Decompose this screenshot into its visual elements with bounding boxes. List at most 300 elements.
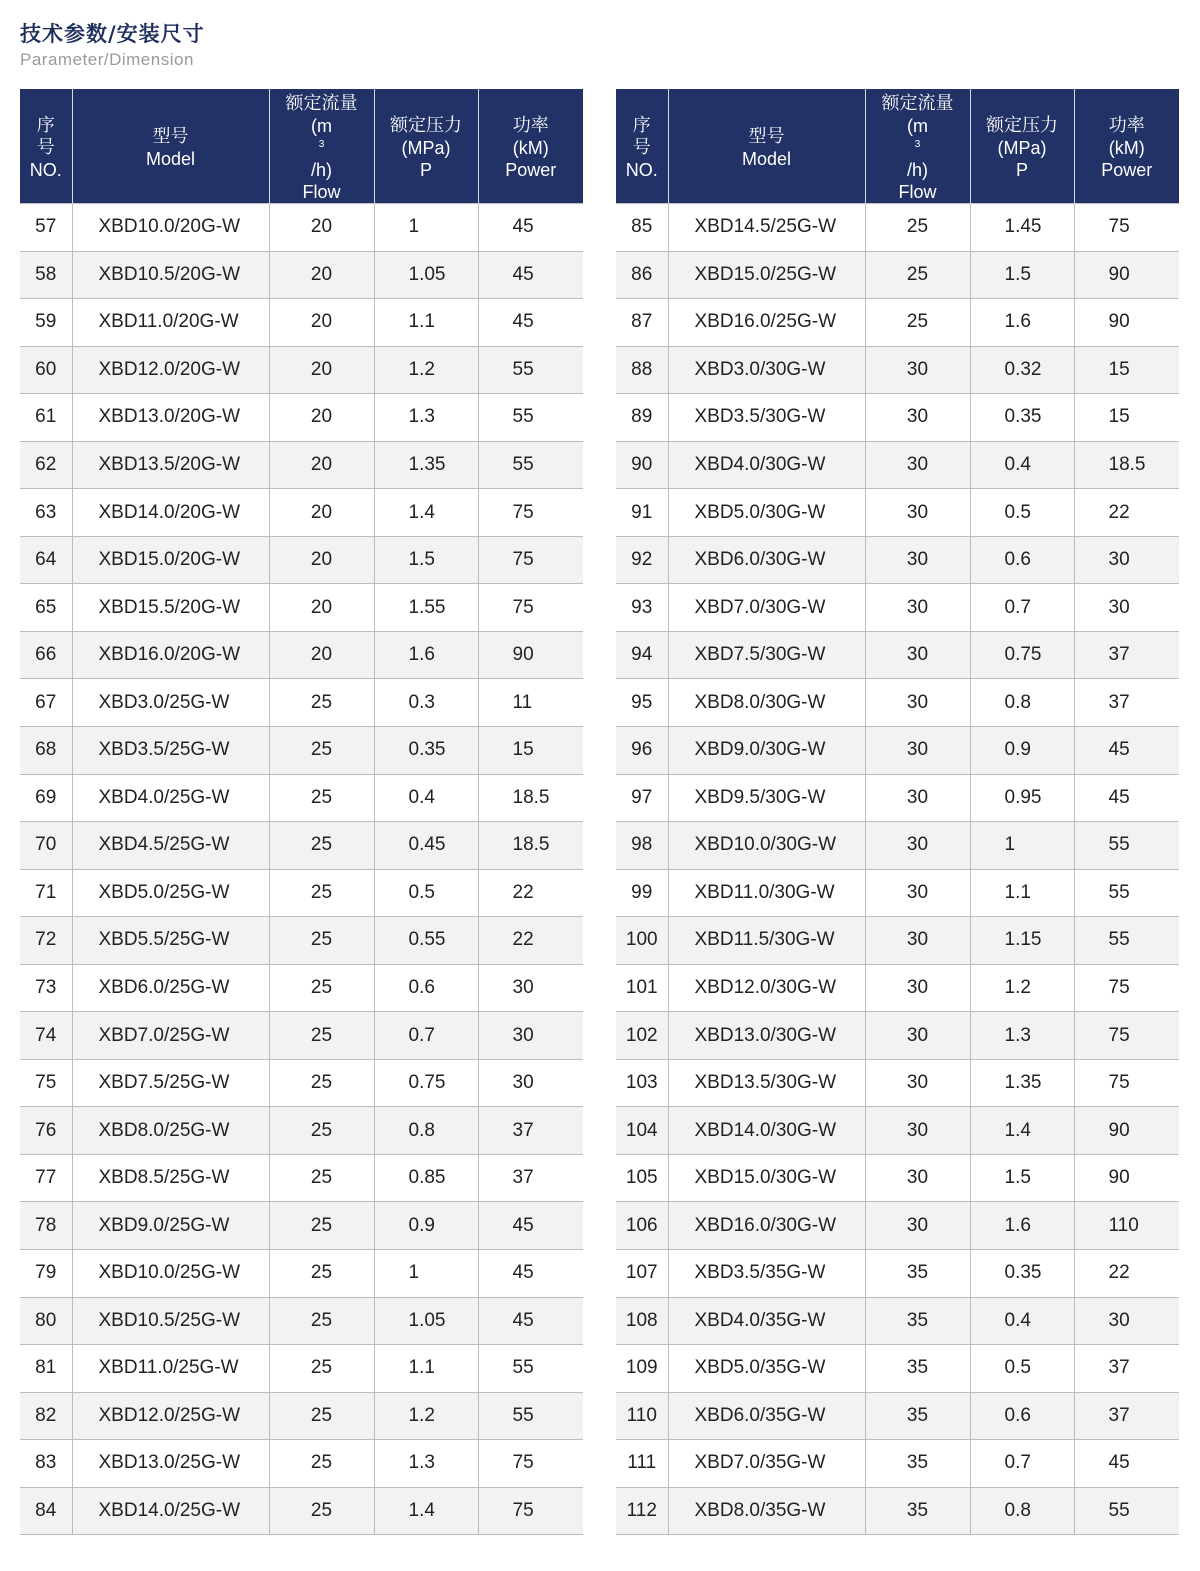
table-row xyxy=(20,822,583,870)
table-row xyxy=(20,631,583,679)
cell-model: XBD9.0/30G-W xyxy=(668,727,865,775)
cell-power: 18.5 xyxy=(478,822,583,870)
cell-flow: 30 xyxy=(865,394,970,442)
table-row xyxy=(616,1250,1179,1298)
cell-model: XBD12.0/25G-W xyxy=(72,1392,269,1440)
cell-pressure: 1.4 xyxy=(374,489,478,537)
cell-no: 110 xyxy=(616,1392,668,1440)
header-pressure: 额定压力 (MPa) P xyxy=(970,89,1074,204)
table-row xyxy=(616,631,1179,679)
cell-pressure: 1.5 xyxy=(970,1154,1074,1202)
header-power: 功率 (kM) Power xyxy=(1074,89,1179,204)
cell-pressure: 0.5 xyxy=(970,489,1074,537)
cell-power: 55 xyxy=(478,346,583,394)
cell-power: 90 xyxy=(478,631,583,679)
cell-power: 45 xyxy=(1074,1440,1179,1488)
cell-power: 45 xyxy=(478,1297,583,1345)
cell-flow: 30 xyxy=(865,1012,970,1060)
cell-model: XBD5.5/25G-W xyxy=(72,917,269,965)
cell-no: 102 xyxy=(616,1012,668,1060)
cell-no: 57 xyxy=(20,204,72,252)
cell-model: XBD3.5/35G-W xyxy=(668,1250,865,1298)
cell-flow: 25 xyxy=(269,1202,374,1250)
cell-pressure: 0.7 xyxy=(970,584,1074,632)
page-title: 技术参数/安装尺寸 xyxy=(20,22,205,46)
cell-pressure: 1.35 xyxy=(374,441,478,489)
cell-model: XBD14.0/25G-W xyxy=(72,1487,269,1535)
cell-pressure: 1.6 xyxy=(374,631,478,679)
cell-flow: 25 xyxy=(269,1487,374,1535)
cell-flow: 25 xyxy=(269,1154,374,1202)
table-row xyxy=(20,394,583,442)
table-body-left xyxy=(20,204,583,1535)
cell-flow: 30 xyxy=(865,631,970,679)
cell-flow: 25 xyxy=(269,679,374,727)
cell-power: 55 xyxy=(1074,917,1179,965)
table-row xyxy=(20,1297,583,1345)
cell-power: 90 xyxy=(1074,1154,1179,1202)
cell-no: 111 xyxy=(616,1440,668,1488)
cell-pressure: 0.85 xyxy=(374,1154,478,1202)
cell-flow: 25 xyxy=(269,1059,374,1107)
table-row xyxy=(616,584,1179,632)
cell-power: 75 xyxy=(1074,1012,1179,1060)
cell-model: XBD3.5/30G-W xyxy=(668,394,865,442)
table-row xyxy=(20,204,583,252)
table-row xyxy=(616,774,1179,822)
table-row xyxy=(20,869,583,917)
cell-pressure: 1.05 xyxy=(374,251,478,299)
cell-flow: 20 xyxy=(269,346,374,394)
cell-no: 98 xyxy=(616,822,668,870)
cell-no: 96 xyxy=(616,727,668,775)
table-row xyxy=(20,1059,583,1107)
cell-pressure: 1 xyxy=(374,204,478,252)
cell-flow: 30 xyxy=(865,1202,970,1250)
cell-no: 58 xyxy=(20,251,72,299)
cell-flow: 35 xyxy=(865,1297,970,1345)
table-row xyxy=(20,346,583,394)
cell-no: 71 xyxy=(20,869,72,917)
cell-power: 75 xyxy=(1074,1059,1179,1107)
cell-flow: 25 xyxy=(269,917,374,965)
cell-no: 74 xyxy=(20,1012,72,1060)
cell-model: XBD12.0/20G-W xyxy=(72,346,269,394)
table-row xyxy=(20,679,583,727)
cell-pressure: 0.4 xyxy=(970,441,1074,489)
cell-power: 75 xyxy=(478,1440,583,1488)
cell-flow: 25 xyxy=(269,1345,374,1393)
cell-pressure: 0.6 xyxy=(970,1392,1074,1440)
table-row xyxy=(616,1487,1179,1535)
cell-power: 15 xyxy=(478,727,583,775)
cell-no: 90 xyxy=(616,441,668,489)
cell-power: 22 xyxy=(478,917,583,965)
cell-model: XBD13.0/25G-W xyxy=(72,1440,269,1488)
cell-model: XBD9.0/25G-W xyxy=(72,1202,269,1250)
cell-power: 30 xyxy=(1074,1297,1179,1345)
cell-flow: 25 xyxy=(269,1012,374,1060)
cell-model: XBD10.0/25G-W xyxy=(72,1250,269,1298)
cell-model: XBD4.0/25G-W xyxy=(72,774,269,822)
cell-no: 89 xyxy=(616,394,668,442)
header-model: 型号 Model xyxy=(72,89,269,204)
cell-power: 37 xyxy=(1074,1392,1179,1440)
table-row xyxy=(20,536,583,584)
cell-no: 105 xyxy=(616,1154,668,1202)
cell-power: 110 xyxy=(1074,1202,1179,1250)
cell-pressure: 0.55 xyxy=(374,917,478,965)
cell-power: 45 xyxy=(478,1250,583,1298)
cell-no: 64 xyxy=(20,536,72,584)
table-row xyxy=(20,1107,583,1155)
cell-flow: 35 xyxy=(865,1345,970,1393)
table-row xyxy=(20,441,583,489)
table-row xyxy=(20,1012,583,1060)
cell-pressure: 0.75 xyxy=(374,1059,478,1107)
cell-no: 92 xyxy=(616,536,668,584)
table-row xyxy=(616,822,1179,870)
cell-flow: 30 xyxy=(865,964,970,1012)
cell-pressure: 0.8 xyxy=(374,1107,478,1155)
cell-flow: 25 xyxy=(269,1297,374,1345)
table-row xyxy=(616,727,1179,775)
cell-flow: 30 xyxy=(865,584,970,632)
table-row xyxy=(616,1059,1179,1107)
cell-flow: 25 xyxy=(269,869,374,917)
cell-flow: 20 xyxy=(269,631,374,679)
cell-power: 18.5 xyxy=(478,774,583,822)
cell-model: XBD6.0/30G-W xyxy=(668,536,865,584)
cell-model: XBD3.0/30G-W xyxy=(668,346,865,394)
cell-flow: 35 xyxy=(865,1250,970,1298)
cell-flow: 25 xyxy=(865,204,970,252)
cell-flow: 35 xyxy=(865,1392,970,1440)
table-row xyxy=(616,441,1179,489)
cell-model: XBD14.5/25G-W xyxy=(668,204,865,252)
cell-power: 90 xyxy=(1074,251,1179,299)
cell-no: 63 xyxy=(20,489,72,537)
cell-pressure: 1.15 xyxy=(970,917,1074,965)
cell-power: 37 xyxy=(478,1154,583,1202)
cell-flow: 20 xyxy=(269,204,374,252)
table-row xyxy=(20,1202,583,1250)
cell-power: 11 xyxy=(478,679,583,727)
cell-flow: 25 xyxy=(269,1250,374,1298)
cell-flow: 30 xyxy=(865,869,970,917)
cell-flow: 30 xyxy=(865,917,970,965)
cell-pressure: 1 xyxy=(374,1250,478,1298)
cell-model: XBD14.0/30G-W xyxy=(668,1107,865,1155)
cell-pressure: 0.4 xyxy=(970,1297,1074,1345)
cell-flow: 20 xyxy=(269,394,374,442)
page-subtitle: Parameter/Dimension xyxy=(20,50,194,69)
cell-pressure: 0.4 xyxy=(374,774,478,822)
cell-flow: 30 xyxy=(865,346,970,394)
table-row xyxy=(616,251,1179,299)
cell-pressure: 1.3 xyxy=(970,1012,1074,1060)
cell-no: 59 xyxy=(20,299,72,347)
cell-pressure: 1.2 xyxy=(970,964,1074,1012)
cell-model: XBD13.5/30G-W xyxy=(668,1059,865,1107)
table-row xyxy=(20,584,583,632)
cell-model: XBD4.0/35G-W xyxy=(668,1297,865,1345)
cell-power: 45 xyxy=(1074,774,1179,822)
table-row xyxy=(616,299,1179,347)
spec-table-right xyxy=(616,89,1179,1535)
cell-flow: 20 xyxy=(269,536,374,584)
cell-pressure: 1.45 xyxy=(970,204,1074,252)
cell-no: 86 xyxy=(616,251,668,299)
cell-model: XBD5.0/30G-W xyxy=(668,489,865,537)
cell-model: XBD16.0/25G-W xyxy=(668,299,865,347)
table-row xyxy=(616,869,1179,917)
cell-pressure: 0.6 xyxy=(970,536,1074,584)
cell-no: 91 xyxy=(616,489,668,537)
cell-model: XBD7.0/25G-W xyxy=(72,1012,269,1060)
cell-pressure: 1.5 xyxy=(374,536,478,584)
cell-flow: 30 xyxy=(865,536,970,584)
cell-no: 62 xyxy=(20,441,72,489)
cell-no: 68 xyxy=(20,727,72,775)
cell-pressure: 0.45 xyxy=(374,822,478,870)
cell-power: 37 xyxy=(1074,1345,1179,1393)
cell-flow: 25 xyxy=(865,251,970,299)
table-row xyxy=(616,1297,1179,1345)
cell-power: 75 xyxy=(478,489,583,537)
cell-power: 15 xyxy=(1074,394,1179,442)
cell-no: 81 xyxy=(20,1345,72,1393)
cell-pressure: 1.1 xyxy=(374,1345,478,1393)
cell-model: XBD4.5/25G-W xyxy=(72,822,269,870)
table-row xyxy=(20,964,583,1012)
cell-power: 30 xyxy=(1074,584,1179,632)
table-row xyxy=(616,394,1179,442)
table-row xyxy=(616,1202,1179,1250)
cell-no: 80 xyxy=(20,1297,72,1345)
cell-power: 55 xyxy=(1074,1487,1179,1535)
cell-no: 75 xyxy=(20,1059,72,1107)
cell-power: 75 xyxy=(1074,964,1179,1012)
cell-model: XBD15.5/20G-W xyxy=(72,584,269,632)
header-flow: 额定流量 (m $^3$ /h) Flow xyxy=(865,89,970,204)
cell-no: 94 xyxy=(616,631,668,679)
cell-model: XBD16.0/30G-W xyxy=(668,1202,865,1250)
header-no: 序 号 NO. xyxy=(20,89,72,204)
table-row xyxy=(616,1107,1179,1155)
table-row xyxy=(20,299,583,347)
cell-model: XBD14.0/20G-W xyxy=(72,489,269,537)
cell-model: XBD8.5/25G-W xyxy=(72,1154,269,1202)
cell-power: 37 xyxy=(478,1107,583,1155)
cell-no: 100 xyxy=(616,917,668,965)
table-header-row xyxy=(616,89,1179,204)
cell-pressure: 0.75 xyxy=(970,631,1074,679)
cell-model: XBD7.0/30G-W xyxy=(668,584,865,632)
cell-power: 30 xyxy=(478,1059,583,1107)
table-body-right xyxy=(616,204,1179,1535)
cell-pressure: 1.4 xyxy=(374,1487,478,1535)
table-row xyxy=(20,727,583,775)
cell-no: 109 xyxy=(616,1345,668,1393)
cell-flow: 20 xyxy=(269,299,374,347)
cell-model: XBD13.0/30G-W xyxy=(668,1012,865,1060)
cell-flow: 30 xyxy=(865,679,970,727)
cell-power: 30 xyxy=(1074,536,1179,584)
table-row xyxy=(616,1154,1179,1202)
cell-no: 78 xyxy=(20,1202,72,1250)
cell-model: XBD10.5/25G-W xyxy=(72,1297,269,1345)
cell-model: XBD16.0/20G-W xyxy=(72,631,269,679)
cell-pressure: 0.9 xyxy=(970,727,1074,775)
cell-no: 112 xyxy=(616,1487,668,1535)
table-row xyxy=(20,1487,583,1535)
cell-no: 88 xyxy=(616,346,668,394)
cell-no: 97 xyxy=(616,774,668,822)
cell-model: XBD11.0/25G-W xyxy=(72,1345,269,1393)
header-flow: 额定流量 (m $^3$ /h) Flow xyxy=(269,89,374,204)
cell-no: 76 xyxy=(20,1107,72,1155)
cell-power: 37 xyxy=(1074,631,1179,679)
cell-power: 22 xyxy=(1074,489,1179,537)
cell-no: 83 xyxy=(20,1440,72,1488)
cell-model: XBD10.0/30G-W xyxy=(668,822,865,870)
cell-no: 70 xyxy=(20,822,72,870)
cell-flow: 25 xyxy=(269,774,374,822)
cell-model: XBD4.0/30G-W xyxy=(668,441,865,489)
table-row xyxy=(20,1440,583,1488)
cell-no: 61 xyxy=(20,394,72,442)
cell-flow: 30 xyxy=(865,822,970,870)
table-row xyxy=(616,489,1179,537)
cell-flow: 30 xyxy=(865,1107,970,1155)
cell-power: 22 xyxy=(1074,1250,1179,1298)
table-row xyxy=(616,1345,1179,1393)
cell-pressure: 0.3 xyxy=(374,679,478,727)
table-row xyxy=(616,1440,1179,1488)
cell-no: 65 xyxy=(20,584,72,632)
cell-power: 55 xyxy=(478,441,583,489)
cell-power: 45 xyxy=(478,204,583,252)
cell-flow: 25 xyxy=(269,822,374,870)
cell-model: XBD11.5/30G-W xyxy=(668,917,865,965)
cell-model: XBD12.0/30G-W xyxy=(668,964,865,1012)
cell-model: XBD15.0/20G-W xyxy=(72,536,269,584)
table-row xyxy=(20,1392,583,1440)
cell-model: XBD7.5/30G-W xyxy=(668,631,865,679)
cell-pressure: 0.7 xyxy=(374,1012,478,1060)
cell-no: 93 xyxy=(616,584,668,632)
header-pressure: 额定压力 (MPa) P xyxy=(374,89,478,204)
cell-power: 30 xyxy=(478,1012,583,1060)
cell-flow: 30 xyxy=(865,774,970,822)
cell-power: 55 xyxy=(478,1392,583,1440)
spec-table-left xyxy=(20,89,583,1535)
cell-pressure: 0.35 xyxy=(970,394,1074,442)
table-row xyxy=(616,536,1179,584)
cell-no: 84 xyxy=(20,1487,72,1535)
cell-power: 90 xyxy=(1074,1107,1179,1155)
cell-model: XBD9.5/30G-W xyxy=(668,774,865,822)
cell-model: XBD8.0/35G-W xyxy=(668,1487,865,1535)
cell-no: 82 xyxy=(20,1392,72,1440)
cell-pressure: 1.6 xyxy=(970,299,1074,347)
cell-power: 15 xyxy=(1074,346,1179,394)
cell-power: 45 xyxy=(478,1202,583,1250)
table-row xyxy=(616,917,1179,965)
cell-no: 69 xyxy=(20,774,72,822)
cell-pressure: 1.05 xyxy=(374,1297,478,1345)
cell-pressure: 1.2 xyxy=(374,1392,478,1440)
table-row xyxy=(20,251,583,299)
cell-pressure: 0.35 xyxy=(374,727,478,775)
cell-pressure: 0.5 xyxy=(970,1345,1074,1393)
cell-power: 55 xyxy=(478,1345,583,1393)
cell-power: 22 xyxy=(478,869,583,917)
cell-flow: 30 xyxy=(865,441,970,489)
cell-pressure: 1.3 xyxy=(374,1440,478,1488)
cell-pressure: 1.5 xyxy=(970,251,1074,299)
cell-pressure: 1.2 xyxy=(374,346,478,394)
table-row xyxy=(616,1012,1179,1060)
cell-model: XBD8.0/25G-W xyxy=(72,1107,269,1155)
cell-flow: 20 xyxy=(269,251,374,299)
cell-no: 101 xyxy=(616,964,668,1012)
cell-flow: 35 xyxy=(865,1440,970,1488)
cell-pressure: 0.95 xyxy=(970,774,1074,822)
table-row xyxy=(616,679,1179,727)
cell-model: XBD13.0/20G-W xyxy=(72,394,269,442)
cell-power: 90 xyxy=(1074,299,1179,347)
header-no: 序 号 NO. xyxy=(616,89,668,204)
cell-model: XBD15.0/30G-W xyxy=(668,1154,865,1202)
cell-no: 106 xyxy=(616,1202,668,1250)
cell-flow: 20 xyxy=(269,441,374,489)
cell-power: 55 xyxy=(1074,869,1179,917)
cell-power: 75 xyxy=(478,536,583,584)
cell-power: 45 xyxy=(1074,727,1179,775)
cell-pressure: 0.35 xyxy=(970,1250,1074,1298)
cell-model: XBD10.5/20G-W xyxy=(72,251,269,299)
cell-no: 60 xyxy=(20,346,72,394)
cell-flow: 30 xyxy=(865,1154,970,1202)
cell-no: 87 xyxy=(616,299,668,347)
cell-pressure: 0.6 xyxy=(374,964,478,1012)
cell-pressure: 0.9 xyxy=(374,1202,478,1250)
cell-pressure: 1.55 xyxy=(374,584,478,632)
cell-pressure: 0.8 xyxy=(970,679,1074,727)
cell-no: 79 xyxy=(20,1250,72,1298)
cell-flow: 30 xyxy=(865,489,970,537)
cell-flow: 30 xyxy=(865,727,970,775)
cell-model: XBD10.0/20G-W xyxy=(72,204,269,252)
cell-pressure: 0.32 xyxy=(970,346,1074,394)
cell-model: XBD11.0/30G-W xyxy=(668,869,865,917)
cell-model: XBD11.0/20G-W xyxy=(72,299,269,347)
cell-flow: 25 xyxy=(269,964,374,1012)
cell-flow: 35 xyxy=(865,1487,970,1535)
cell-no: 104 xyxy=(616,1107,668,1155)
table-row xyxy=(20,1345,583,1393)
cell-power: 37 xyxy=(1074,679,1179,727)
cell-flow: 30 xyxy=(865,1059,970,1107)
cell-model: XBD6.0/35G-W xyxy=(668,1392,865,1440)
table-row xyxy=(616,964,1179,1012)
cell-pressure: 1.3 xyxy=(374,394,478,442)
table-row xyxy=(616,1392,1179,1440)
cell-power: 30 xyxy=(478,964,583,1012)
cell-flow: 25 xyxy=(269,727,374,775)
